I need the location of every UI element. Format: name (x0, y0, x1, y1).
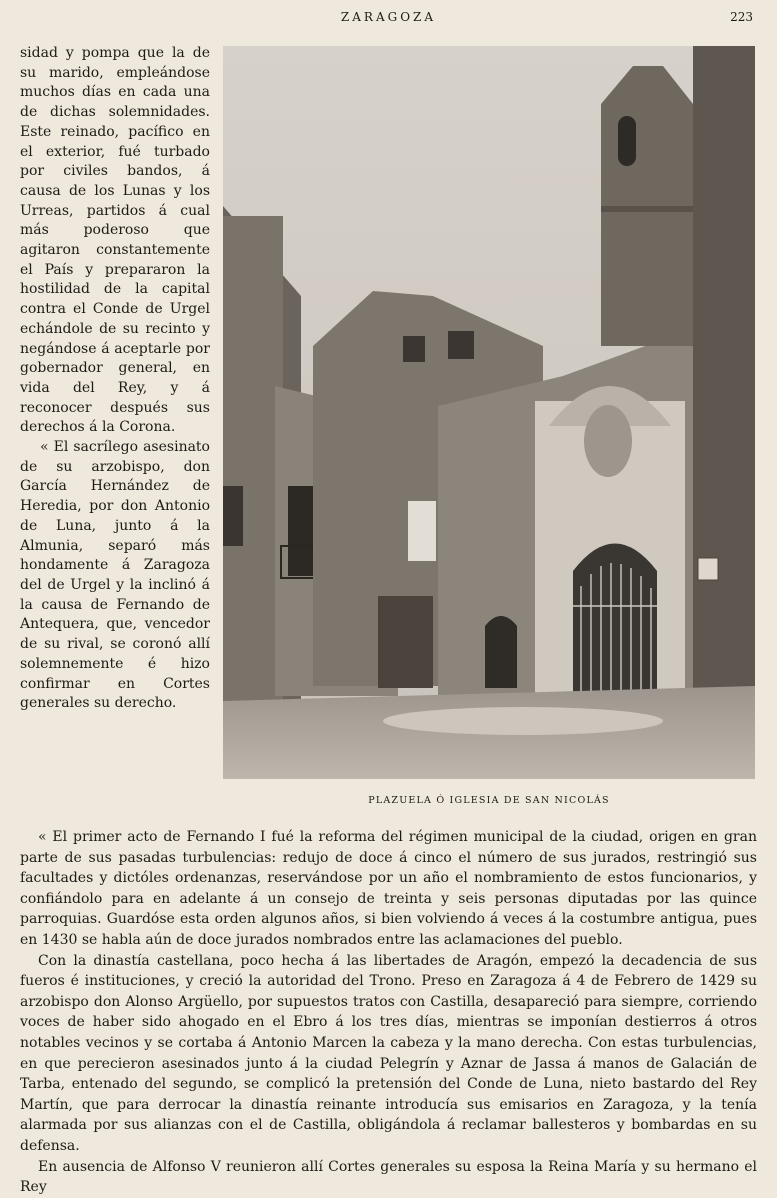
figure-caption: PLAZUELA Ó IGLESIA DE SAN NICOLÁS (368, 795, 610, 806)
paragraph-5: En ausencia de Alfonso V reunieron allí Cortes generales su esposa la Reina María y su hermano el Rey (20, 1158, 757, 1196)
page-header (0, 10, 777, 28)
running-title: ZARAGOZA (340, 10, 437, 24)
church-photograph (223, 46, 755, 779)
paragraph-4: Con la dinastía castellana, poco hecha á las libertades de Aragón, empezó la decadencia de sus fueros é instituciones, y creció la autoridad del Trono. Preso en Zaragoza á 4 de Febrero de 1429 su arzobispo don Alonso Argüello, por supuestos tratos con Castilla, desapareció para siempre, corriendo voces de haber sido ahogado en el Ebro á los tres días, mientras se imponían destierros á otros notables vecinos y se cortaba á Antonio Marcen la cabeza y la mano derecha. Con estas turbulencias, en que perecieron asesinados junto á la ciudad Pelegrín y Aznar de Jassa á manos de Galacián de Tarba, entenado del segundo, se complicó la pretensión del Conde de Luna, nieto bastardo del Rey Martín, que para derrocar la dinastía reinante introducía sus emisarios en Zaragoza, y la tenía alarmada por sus alianzas con el de Castilla, obligándola á reclamar ballesteros y bombardas en su defensa. (20, 952, 757, 1154)
page-number: 223 (730, 10, 753, 24)
paragraph-2: « El sacrílego asesinato de su arzobispo, don García Hernández de Heredia, por don Antonio de Luna, junto á la Almunia, separó más hondamente á Zaragoza del de Urgel y la inclinó á la causa de Fernando de Antequera, que, vencedor de su rival, se coronó allí solemnemente é hizo confirmar en Cortes generales su derecho. (20, 439, 210, 712)
full-width-text (20, 827, 757, 1198)
left-text-column (20, 44, 210, 714)
paragraph-1: sidad y pompa que la de su marido, empleándose muchos días en cada una de dichas solemnidades. Este reinado, pacífico en el exterior, fué turbado por civiles bandos, á causa de los Lunas y los Urreas, partidos á cual más poderoso que agitaron constantemente el País y prepararon la hostilidad de la capital contra el Conde de Urgel echándole de su recinto y negándose á aceptarle por gobernador general, en vida del Rey, y á reconocer después sus derechos á la Corona. (20, 45, 210, 436)
paragraph-3: « El primer acto de Fernando I fué la reforma del régimen municipal de la ciudad, origen en gran parte de sus pasadas turbulencias: redujo de doce á cinco el número de sus jurados, restringió sus facultades y dictóles ordenanzas, reservándose por un año el nombramiento de estos funcionarios, y confiándolo para en adelante á un consejo de treinta y seis personas diputadas por las quince parroquias. Guardóse esta orden algunos años, si bien volviendo á veces á la costumbre antigua, pues en 1430 se habla aún de doce jurados nombrados entre las aclamaciones del pueblo. (20, 829, 757, 948)
